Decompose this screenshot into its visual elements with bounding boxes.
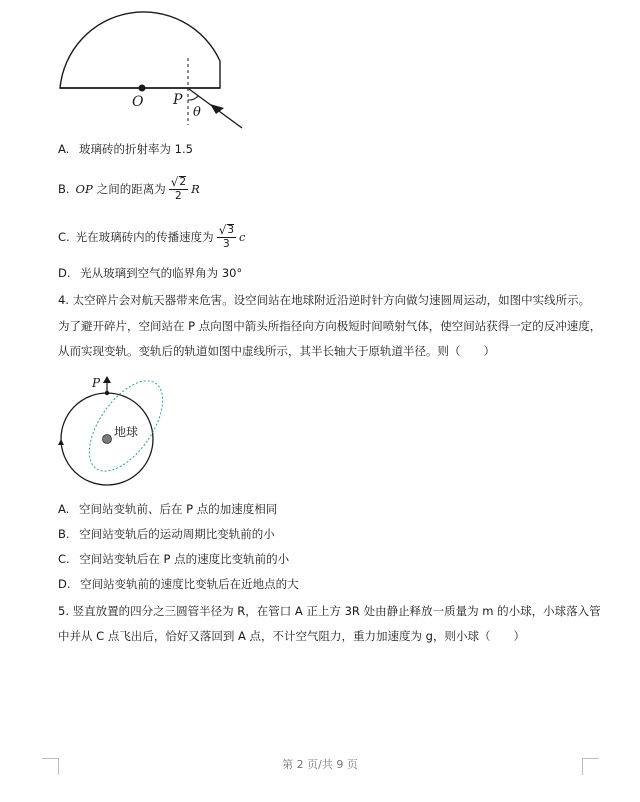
fraction-sqrt3-over-3: √ 3 3 [218, 223, 235, 250]
option-suffix: R [191, 182, 200, 196]
q4-option-b [58, 526, 275, 542]
q4-stem-line-2: 为了避开碎片，空间站在 P 点向图中箭头所指径向方向极短时间喷射气体，使空间站获得一定的反冲速度， [58, 319, 602, 333]
earth-icon [103, 435, 112, 444]
denominator: 3 [223, 238, 230, 250]
q5-stem-line-1: 5. 竖直放置的四分之三圆管半径为 R，在管口 A 正上方 3R 处由静止释放一质量为 m 的小球，小球落入管 [58, 604, 601, 618]
option-letter: A. [58, 142, 70, 156]
option-text: 光从玻璃到空气的临界角为 30° [80, 266, 243, 280]
figure-orbit-diagram [50, 364, 180, 496]
glass-semicircle [60, 12, 220, 88]
option-text: 玻璃砖的折射率为 1.5 [78, 142, 193, 156]
label-p: P [173, 92, 183, 108]
option-letter: D. [58, 577, 71, 591]
figure-semicircle-glass [50, 0, 260, 135]
label-o: O [132, 94, 144, 110]
sqrt-value: 2 [179, 176, 187, 188]
point-p-dot [105, 391, 109, 395]
option-letter: D. [58, 266, 71, 280]
page-footer: 第 2 页/共 9 页 [282, 758, 358, 771]
option-letter: C. [58, 230, 70, 244]
q3-option-a [58, 141, 193, 157]
orbit-direction-arrow-icon [58, 439, 64, 445]
option-text: 之间的距离为 [96, 182, 166, 196]
radial-arrowhead-icon [103, 376, 111, 383]
sqrt-value: 3 [227, 224, 235, 236]
q4-option-a [58, 501, 277, 517]
angle-arc [188, 96, 198, 100]
option-text: 空间站变轨前的速度比变轨后在近地点的大 [80, 577, 299, 591]
q4-stem-line-1: 4. 太空碎片会对航天器带来危害。设空间站在地球附近沿逆时针方向做匀速圆周运动，如图中实线所示。 [58, 293, 591, 307]
option-letter: B. [58, 182, 70, 196]
option-text: 光在玻璃砖内的传播速度为 [75, 230, 214, 244]
option-letter: A. [58, 502, 70, 516]
q4-option-c [58, 551, 289, 567]
option-text: 空间站变轨后在 P 点的速度比变轨前的小 [79, 552, 290, 566]
q5-stem-line-2: 中并从 C 点飞出后，恰好又落回到 A 点，不计空气阻力，重力加速度为 g，则小球（ ） [58, 629, 525, 643]
label-p: P [92, 376, 101, 390]
option-suffix: c [239, 230, 246, 244]
option-letter: C. [58, 552, 70, 566]
q4-option-d [58, 576, 299, 592]
q4-stem-line-3: 从而实现变轨。变轨后的轨道如图中虚线所示，其半长轴大于原轨道半径。则（ ） [58, 344, 495, 358]
q3-option-c [58, 220, 245, 254]
label-theta: θ [193, 105, 201, 120]
option-var-op: OP [75, 182, 93, 196]
fraction-sqrt2-over-2: √ 2 2 [170, 175, 187, 202]
option-letter: B. [58, 527, 70, 541]
option-text: 空间站变轨前、后在 P 点的加速度相同 [78, 502, 278, 516]
option-text: 空间站变轨后的运动周期比变轨前的小 [79, 527, 275, 541]
q3-option-b [58, 172, 200, 206]
center-point-o [139, 85, 146, 92]
label-earth: 地球 [114, 425, 139, 439]
q3-option-d [58, 265, 242, 281]
denominator: 2 [175, 190, 182, 202]
